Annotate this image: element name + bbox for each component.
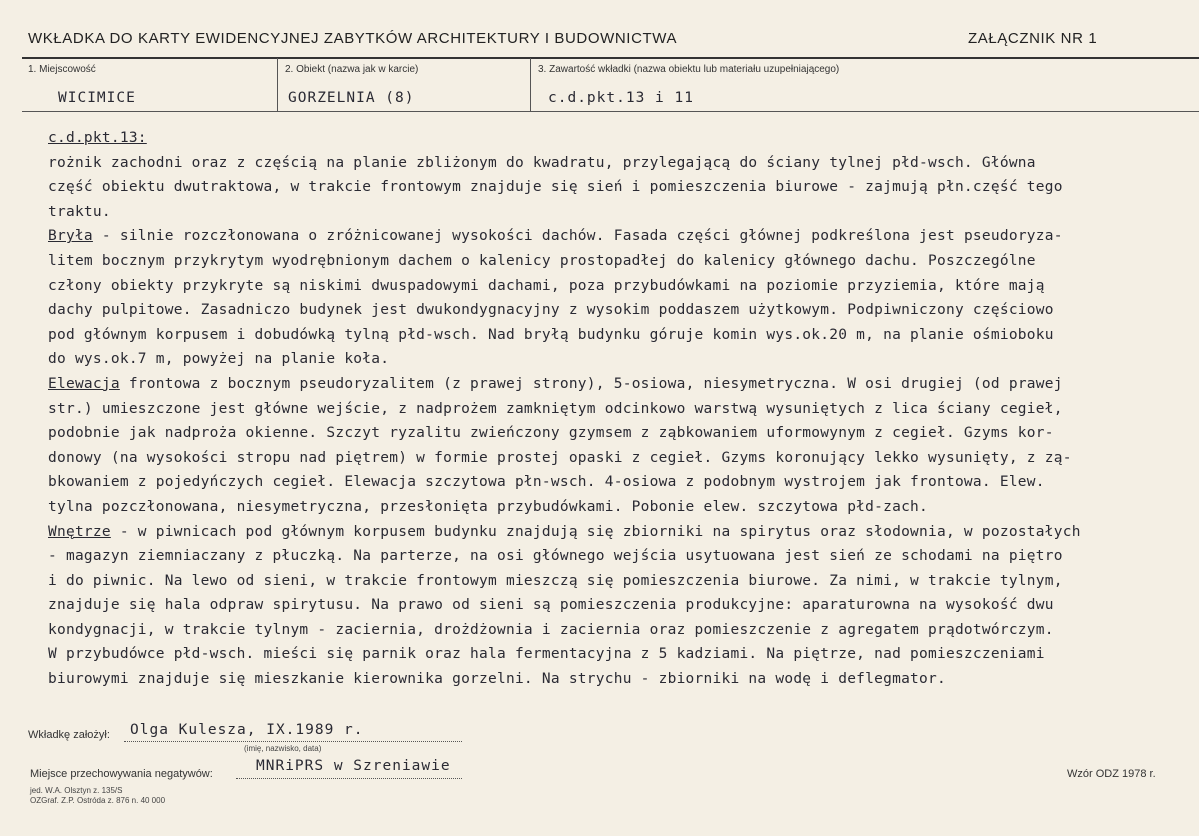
printer-imprint-1: jed. W.A. Olsztyn z. 135/S — [30, 786, 123, 795]
text-line: tylna pozczłonowana, niesymetryczna, przesłonięta przybudówkami. Pobonie elew. szczytowa płd-zach. — [48, 498, 929, 515]
author-value: Olga Kulesza, IX.1989 r. — [130, 722, 364, 738]
field-divider — [530, 58, 531, 111]
content-label: 3. Zawartość wkładki (nazwa obiektu lub materiału uzupełniającego) — [538, 64, 840, 75]
bryla-heading: Bryła — [48, 228, 93, 245]
text-line: i do piwnic. Na lewo od sieni, w trakcie frontowym mieszczą się pomieszczenia biurowe. Za nimi, w trakcie tylnym, — [48, 572, 1063, 589]
storage-value: MNRiPRS w Szreniawie — [256, 758, 451, 774]
text-line: W przybudówce płd-wsch. mieści się parnik oraz hala fermentacyjna z 5 kadziami. Na piętrze, nad pomieszczeniami — [48, 646, 1045, 663]
top-rule — [22, 57, 1199, 59]
place-label: 1. Miejscowość — [28, 64, 96, 75]
text-line: - w piwnicach pod głównym korpusem budynku znajdują się zbiorniki na spirytus oraz słodownia, w pozostałych — [110, 523, 1081, 540]
text-line: donowy (na wysokości stropu nad piętrem) w formie prostej opaski z cegieł. Gzyms koronujący lekko wysunięty, z zą- — [48, 449, 1072, 466]
content-value: c.d.pkt.13 i 11 — [548, 90, 694, 106]
author-label: Wkładkę założył: — [28, 729, 110, 741]
object-label: 2. Obiekt (nazwa jak w karcie) — [285, 64, 419, 75]
storage-label: Miejsce przechowywania negatywów: — [30, 768, 213, 780]
field-bottom-rule — [22, 111, 1199, 112]
form-title: WKŁADKA DO KARTY EWIDENCYJNEJ ZABYTKÓW ARCHITEKTURY I BUDOWNICTWA — [28, 30, 678, 47]
storage-dotline — [236, 778, 462, 779]
text-line: dachy pulpitowe. Zasadniczo budynek jest dwukondygnacyjny z wysokim poddaszem użytkowym. Podpiwniczony częściowo — [48, 302, 1054, 319]
text-line: - silnie rozczłonowana o zróżnicowanej wysokości dachów. Fasada części głównej podkreślona jest pseudoryza- — [92, 228, 1063, 245]
text-line: bkowaniem z pojedyńczych cegieł. Elewacja szczytowa płn-wsch. 4-osiowa z podobnym wystrojem jak frontowa. Elew. — [48, 474, 1045, 491]
text-line: człony obiekty przykryte są niskimi dwuspadowymi dachami, poza przybudówkami na poziomie przyziemia, które mają — [48, 277, 1045, 294]
text-line: traktu. — [48, 203, 111, 220]
form-code: Wzór ODZ 1978 r. — [1067, 768, 1156, 780]
author-caption: (imię, nazwisko, data) — [244, 744, 322, 753]
object-value: GORZELNIA (8) — [288, 90, 415, 106]
text-line: rożnik zachodni oraz z częścią na planie zbliżonym do kwadratu, przylegającą do ściany tylnej płd-wsch. Główna — [48, 154, 1036, 171]
typed-description — [48, 126, 1199, 692]
text-line: str.) umieszczone jest główne wejście, z nadprożem zamkniętym odcinkowo warstwą wysuniętych z lica ściany cegieł, — [48, 400, 1063, 417]
elewacja-heading: Elewacja — [48, 375, 120, 392]
field-divider — [277, 58, 278, 111]
text-line: część obiektu dwutraktowa, w trakcie frontowym znajduje się sień i pomieszczenia biurowe - zajmują płn.część tego — [48, 179, 1063, 196]
text-line: do wys.ok.7 m, powyżej na planie koła. — [48, 351, 390, 368]
wnetrze-heading: Wnętrze — [48, 523, 111, 540]
intro-heading: c.d.pkt.13: — [48, 130, 147, 146]
text-line: podobnie jak nadproża okienne. Szczyt ryzalitu zwieńczony gzymsem z ząbkowaniem uformowynym z cegieł. Gzyms kor- — [48, 425, 1054, 442]
text-line: litem bocznym przykrytym wyodrębnionym dachem o kalenicy prostopadłej do kalenicy głównego dachu. Poszczególne — [48, 252, 1036, 269]
annex-number: ZAŁĄCZNIK NR 1 — [968, 30, 1098, 47]
text-line: kondygnacji, w trakcie tylnym - zaciernia, drożdżownia i zaciernia oraz pomieszczenie z agregatem prądotwórczym. — [48, 621, 1054, 638]
text-line: znajduje się hala odpraw spirytusu. Na prawo od sieni są pomieszczenia produkcyjne: aparaturowna na wysokość dwu — [48, 597, 1054, 614]
text-line: biurowymi znajduje się mieszkanie kierownika gorzelni. Na strychu - zbiorniki na wodę i deflegmator. — [48, 671, 946, 688]
text-line: frontowa z bocznym pseudoryzalitem (z prawej strony), 5-osiowa, niesymetryczna. W osi drugiej (od prawej — [119, 375, 1063, 392]
text-line: pod głównym korpusem i dobudówką tylną płd-wsch. Nad bryłą budynku góruje komin wys.ok.20 m, na planie ośmioboku — [48, 326, 1054, 343]
author-dotline — [124, 741, 462, 742]
text-line: - magazyn ziemniaczany z płuczką. Na parterze, na osi głównego wejścia usytuowana jest sień ze schodami na piętro — [48, 548, 1063, 565]
place-value: WICIMICE — [58, 90, 136, 106]
printer-imprint-2: OZGraf. Z.P. Ostróda z. 876 n. 40 000 — [30, 796, 166, 805]
